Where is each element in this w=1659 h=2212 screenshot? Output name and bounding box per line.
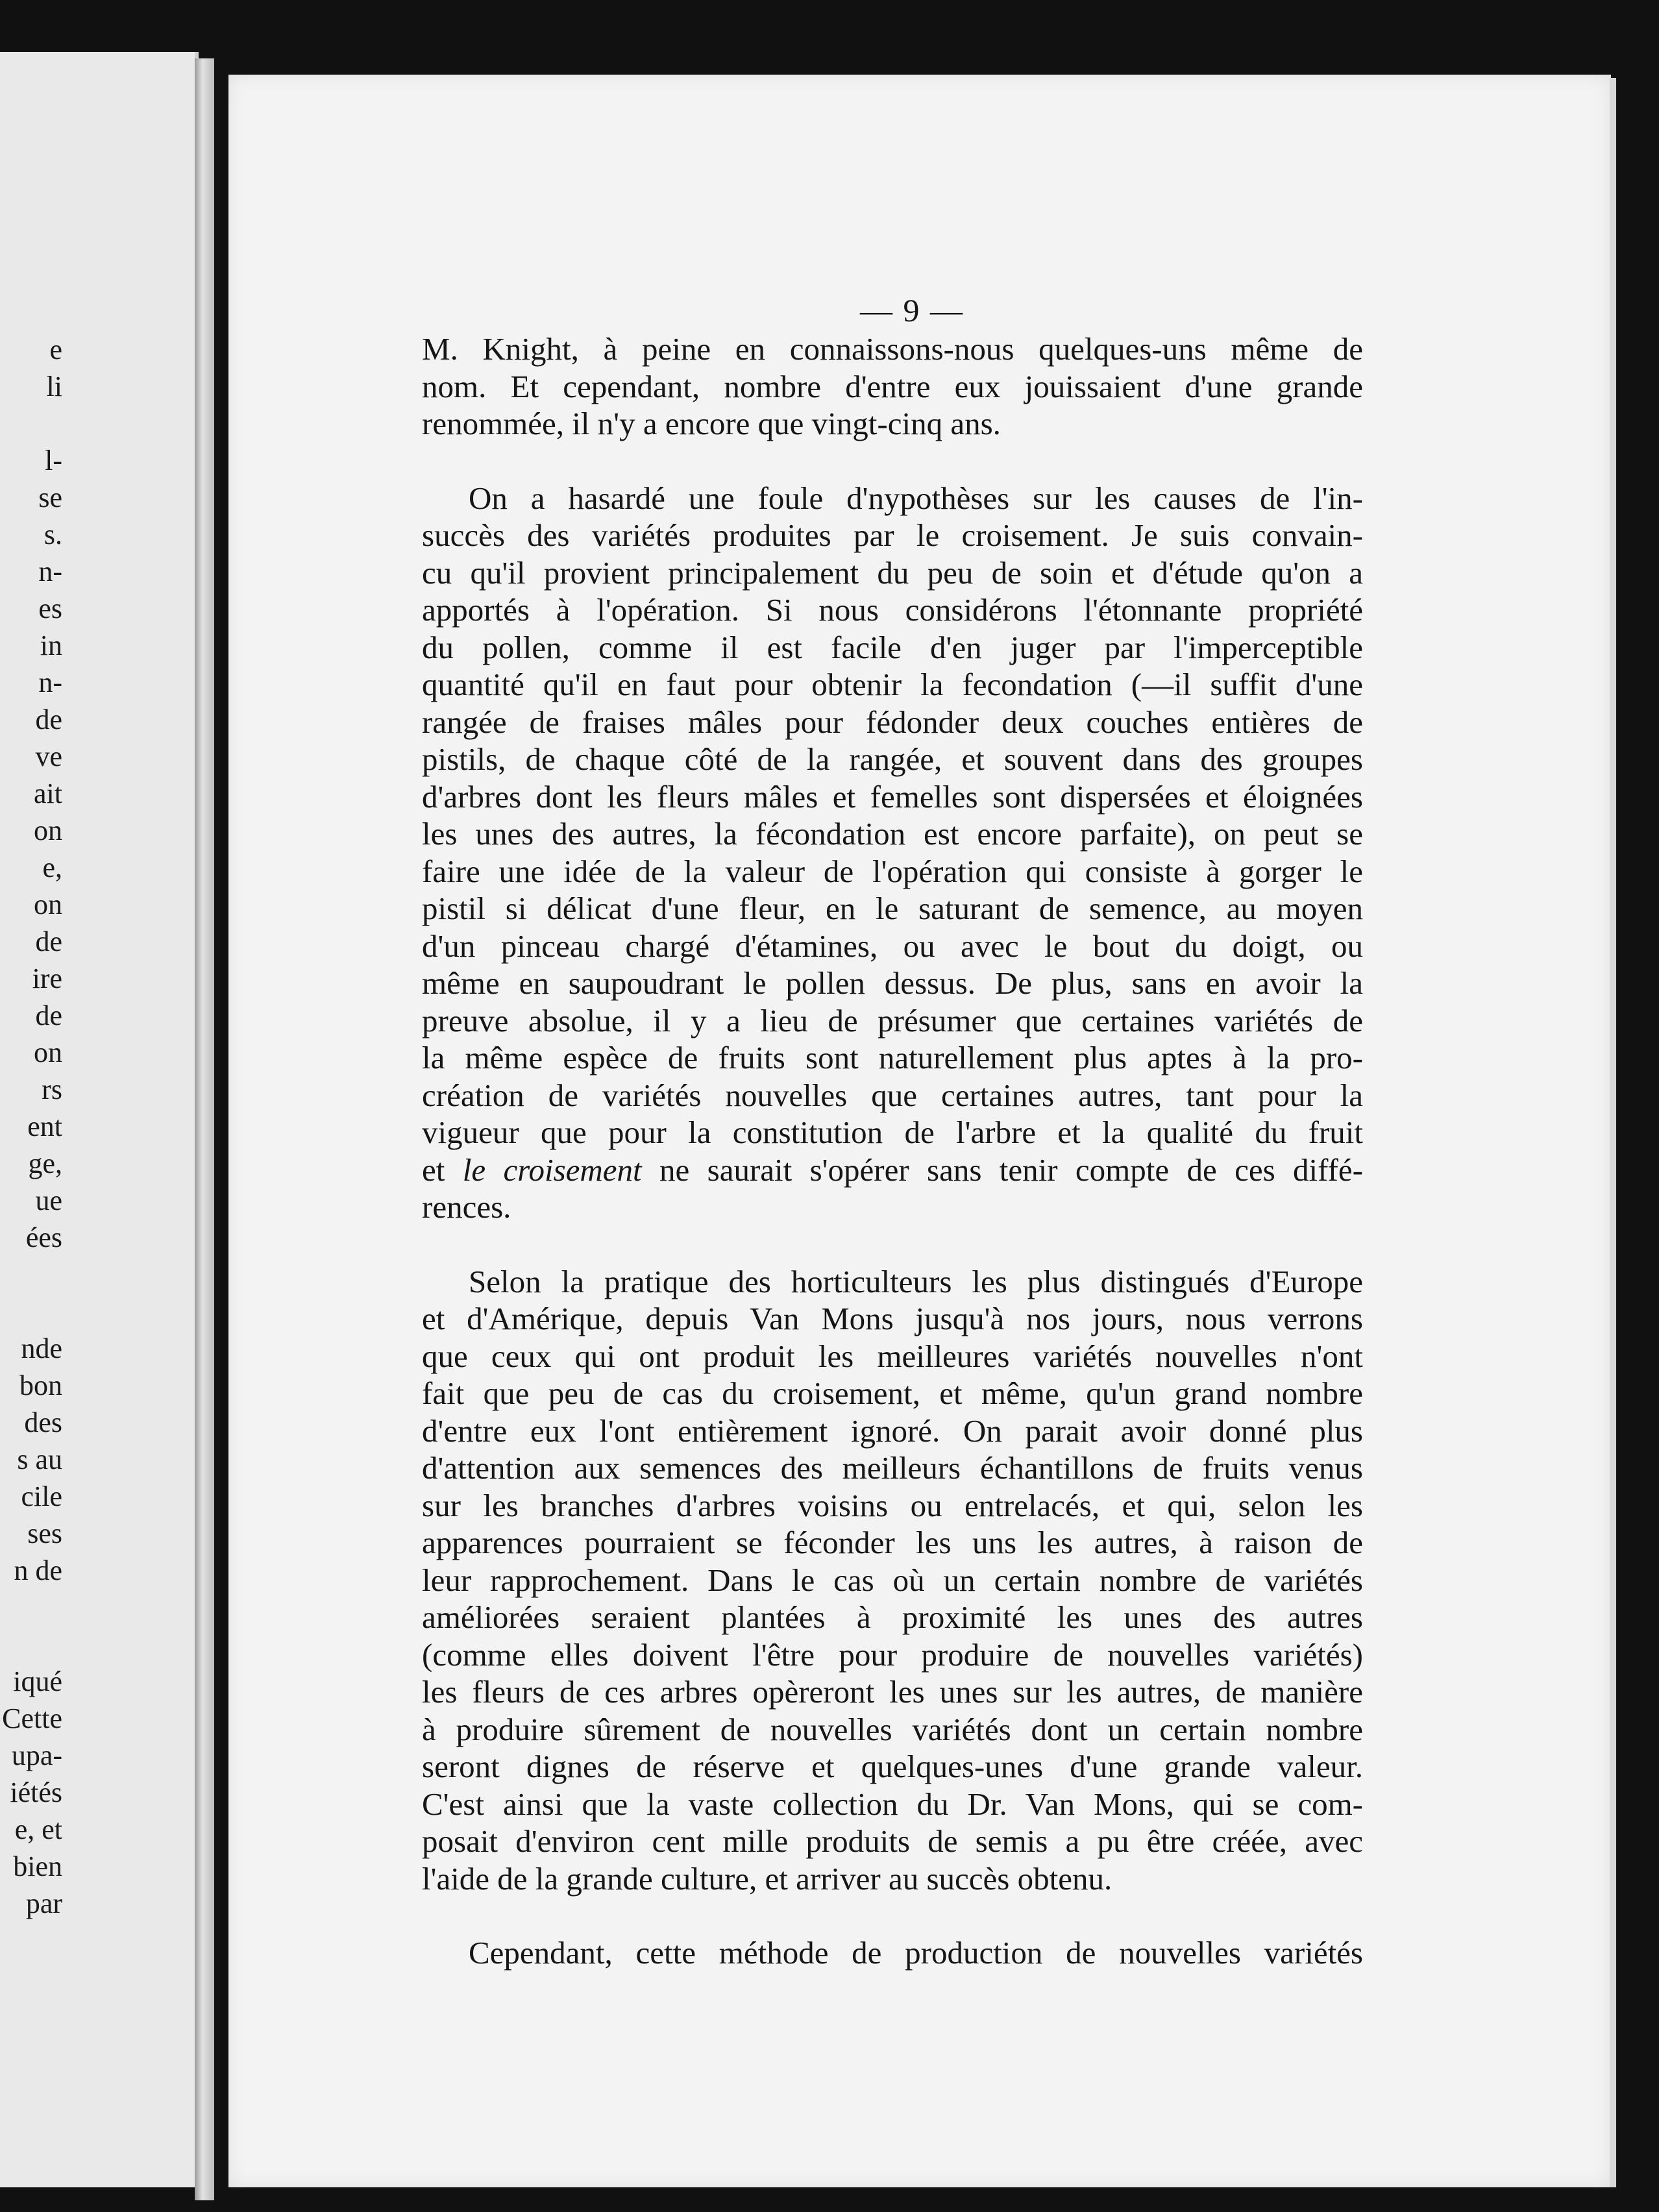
text-line: à produire sûrement de nouvelles variétés dont un certain nombre bbox=[422, 1711, 1363, 1747]
left-page-line: bien bbox=[13, 1850, 62, 1882]
left-page-line: n- bbox=[38, 556, 62, 587]
text-line: cu qu'il provient principalement du peu de soin et d'étude qu'on a bbox=[422, 554, 1363, 591]
left-page-line: l- bbox=[45, 445, 62, 476]
left-page-line bbox=[0, 1293, 62, 1330]
left-page-line: on bbox=[34, 1037, 62, 1068]
text-line: les unes des autres, la fécondation est encore parfaite), on peut se bbox=[422, 816, 1363, 852]
left-page-line: li bbox=[46, 371, 62, 402]
text-line: vigueur que pour la constitution de l'arbre et la qualité du fruit bbox=[422, 1114, 1363, 1150]
left-page-line: n de bbox=[14, 1555, 62, 1586]
text-line: seront dignes de réserve et quelques-unes d'une grande valeur. bbox=[422, 1749, 1363, 1784]
text-line: succès des variétés produites par le croisement. Je suis convain- bbox=[422, 517, 1363, 553]
left-page-line: iétés bbox=[10, 1776, 62, 1808]
paragraph bbox=[422, 1263, 1363, 1898]
text-line: création de variétés nouvelles que certaines autres, tant pour la bbox=[422, 1077, 1363, 1113]
paragraph bbox=[422, 480, 1363, 1226]
left-page-line: e, et bbox=[14, 1813, 62, 1845]
text-line: sur les branches d'arbres voisins ou entrelacés, et qui, selon les bbox=[422, 1487, 1363, 1523]
left-page-line: e bbox=[49, 334, 62, 365]
text-line: du pollen, comme il est facile d'en juger par l'imperceptible bbox=[422, 629, 1363, 665]
left-page-line: ait bbox=[34, 778, 62, 809]
text-line: améliorées seraient plantées à proximité les unes des autres bbox=[422, 1599, 1363, 1635]
text-line: pistil si délicat d'une fleur, en le saturant de semence, au moyen bbox=[422, 891, 1363, 926]
text-line: renommée, il n'y a encore que vingt-cinq ans. bbox=[422, 406, 1001, 441]
left-page-line: ent bbox=[27, 1111, 62, 1142]
text-line: C'est ainsi que la vaste collection du Dr. Van Mons, qui se com- bbox=[422, 1786, 1363, 1822]
left-page-text bbox=[0, 331, 62, 1922]
page-number: — 9 — bbox=[860, 292, 964, 328]
text-line: quantité qu'il en faut pour obtenir la fecondation (—il suffit d'une bbox=[422, 667, 1363, 702]
left-page-line: cile bbox=[21, 1481, 62, 1512]
left-page-line bbox=[0, 1626, 62, 1663]
text-line: (comme elles doivent l'être pour produire de nouvelles variétés) bbox=[422, 1636, 1363, 1673]
text-line: M. Knight, à peine en connaissons-nous quelques-uns même de bbox=[422, 331, 1363, 367]
paragraphs bbox=[422, 330, 1363, 1972]
text-line: même en saupoudrant le pollen dessus. De plus, sans en avoir la bbox=[422, 965, 1363, 1001]
left-page-line: de bbox=[35, 704, 62, 735]
book-gutter bbox=[195, 58, 214, 2200]
left-page-line: Cette bbox=[2, 1702, 62, 1734]
text-line: fait que peu de cas du croisement, et même, qu'un grand nombre bbox=[422, 1375, 1363, 1411]
left-page-line: n- bbox=[38, 667, 62, 698]
text-line: les fleurs de ces arbres opèreront les unes sur les autres, de manière bbox=[422, 1674, 1363, 1710]
text-line: et d'Amérique, depuis Van Mons jusqu'à nos jours, nous verrons bbox=[422, 1301, 1363, 1336]
left-page-line: de bbox=[35, 1000, 62, 1031]
text-line: pistils, de chaque côté de la rangée, et souvent dans des groupes bbox=[422, 741, 1363, 777]
left-page-fragment bbox=[0, 52, 199, 2187]
left-page-line bbox=[0, 1256, 62, 1293]
left-page-line: par bbox=[25, 1887, 62, 1919]
page-edge bbox=[1610, 78, 1616, 2187]
text-line: Selon la pratique des horticulteurs les plus distingués d'Europe bbox=[469, 1263, 1363, 1299]
left-page-line: s. bbox=[43, 519, 62, 550]
left-page-line: s au bbox=[17, 1444, 62, 1475]
left-page-line: bon bbox=[19, 1370, 62, 1401]
text-line: que ceux qui ont produit les meilleures variétés nouvelles n'ont bbox=[422, 1338, 1363, 1374]
left-page-line: iqué bbox=[13, 1665, 62, 1697]
text-line: la même espèce de fruits sont naturellement plus aptes à la pro- bbox=[422, 1040, 1363, 1075]
text-line: rangée de fraises mâles pour fédonder deux couches entières de bbox=[422, 704, 1363, 740]
paragraph bbox=[422, 330, 1363, 443]
left-page-line: ire bbox=[32, 963, 62, 994]
text-line: nom. Et cependant, nombre d'entre eux jouissaient d'une grande bbox=[422, 368, 1363, 404]
text-line: faire une idée de la valeur de l'opération qui consiste à gorger le bbox=[422, 853, 1363, 889]
left-page-line: on bbox=[34, 815, 62, 846]
text-line: leur rapprochement. Dans le cas où un certain nombre de variétés bbox=[422, 1562, 1363, 1598]
text-line: posait d'environ cent mille produits de semis a pu être créée, avec bbox=[422, 1823, 1363, 1859]
text-line: On a hasardé une foule d'nypothèses sur les causes de l'in- bbox=[469, 480, 1363, 516]
left-page-line: des bbox=[24, 1407, 62, 1438]
text-line: Cependant, cette méthode de production de nouvelles variétés bbox=[469, 1935, 1363, 1971]
text-line: et le croisement ne saurait s'opérer sans tenir compte de ces diffé- bbox=[422, 1151, 1363, 1188]
text-line: rences. bbox=[422, 1189, 511, 1225]
left-page-line: ve bbox=[35, 741, 62, 772]
left-page-line: ue bbox=[35, 1185, 62, 1216]
text-line: apportés à l'opération. Si nous considérons l'étonnante propriété bbox=[422, 592, 1363, 628]
page-text bbox=[422, 292, 1363, 1972]
left-page-line: es bbox=[38, 593, 62, 624]
text-line: d'attention aux semences des meilleurs échantillons de fruits venus bbox=[422, 1450, 1363, 1486]
left-page-line: rs bbox=[42, 1074, 62, 1105]
left-page-line bbox=[0, 405, 62, 442]
left-page-line: nde bbox=[21, 1333, 62, 1364]
left-page-line: ge, bbox=[28, 1148, 62, 1179]
text-line: d'entre eux l'ont entièrement ignoré. On parait avoir donné plus bbox=[422, 1412, 1363, 1449]
left-page-line: on bbox=[34, 889, 62, 920]
text-line: d'un pinceau chargé d'étamines, ou avec le bout du doigt, ou bbox=[422, 928, 1363, 964]
left-page-line: ées bbox=[25, 1222, 62, 1253]
paragraph bbox=[422, 1934, 1363, 1972]
left-page-line: in bbox=[40, 630, 62, 661]
text-line: preuve absolue, il y a lieu de présumer que certaines variétés de bbox=[422, 1002, 1363, 1038]
left-page-line: de bbox=[35, 926, 62, 957]
text-line: l'aide de la grande culture, et arriver au succès obtenu. bbox=[422, 1860, 1112, 1897]
left-page-line bbox=[0, 1589, 62, 1626]
left-page-line: ses bbox=[27, 1518, 62, 1549]
left-page-line: upa- bbox=[11, 1739, 62, 1771]
left-page-line: se bbox=[38, 482, 62, 513]
text-line: apparences pourraient se féconder les uns les autres, à raison de bbox=[422, 1525, 1363, 1560]
left-page-line: e, bbox=[42, 852, 62, 883]
text-line: d'arbres dont les fleurs mâles et femelles sont dispersées et éloignées bbox=[422, 778, 1363, 815]
